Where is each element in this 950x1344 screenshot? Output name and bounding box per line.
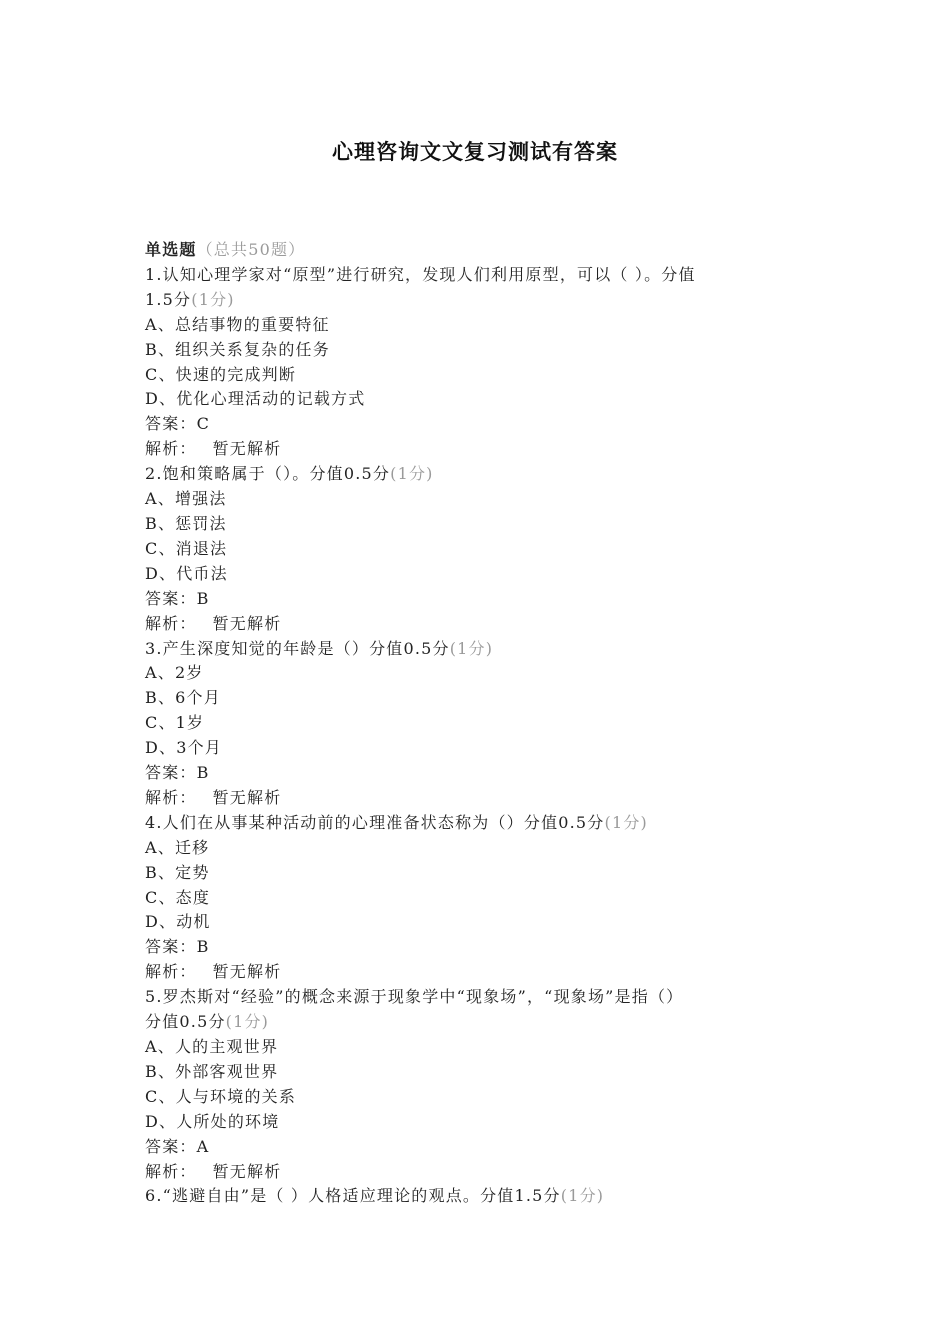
answer-value: B: [196, 588, 210, 608]
question-points: (1分): [560, 1186, 605, 1206]
answer-option: A、总结事物的重要特征: [145, 314, 330, 334]
question-list: [145, 238, 795, 1209]
answer-option: C、消退法: [145, 538, 228, 558]
page-title: 心理咨询文文复习测试有答案: [332, 139, 618, 164]
answer-option: A、人的主观世界: [145, 1037, 279, 1056]
question-item: [145, 985, 795, 1184]
answer-line: [145, 412, 795, 437]
analysis-label: 解析：: [145, 1161, 197, 1181]
analysis-line: [145, 786, 795, 811]
question-stem: [145, 288, 795, 313]
answer-value: A: [196, 1136, 210, 1156]
answer-label: 答案：: [145, 937, 197, 957]
answer-option: B、定势: [145, 862, 210, 882]
question-text: 3.产生深度知觉的年龄是（）分值0.5分: [145, 638, 450, 658]
answer-option: B、6个月: [145, 688, 221, 708]
question-points: (1分): [225, 1012, 270, 1032]
analysis-value: 暂无解析: [212, 787, 282, 807]
analysis-line: [145, 960, 795, 985]
answer-option: D、动机: [145, 912, 211, 932]
question-text: 4.人们在从事某种活动前的心理准备状态称为（）分值0.5分: [145, 812, 605, 832]
analysis-label: 解析：: [145, 787, 197, 807]
question-text: 1.5分: [145, 289, 192, 309]
analysis-label: 解析：: [145, 962, 197, 982]
analysis-label: 解析：: [145, 439, 197, 459]
answer-line: [145, 761, 795, 786]
analysis-line: [145, 437, 795, 462]
answer-option: A、2岁: [145, 663, 204, 683]
answer-value: B: [196, 937, 210, 957]
answer-value: C: [196, 414, 211, 434]
answer-option: A、增强法: [145, 489, 227, 509]
answer-label: 答案：: [145, 414, 197, 434]
answer-value: B: [196, 763, 210, 783]
answer-option: D、代币法: [145, 563, 228, 583]
question-stem: [145, 462, 795, 487]
analysis-line: [145, 612, 795, 637]
answer-option: B、外部客观世界: [145, 1061, 279, 1081]
answer-option: D、3个月: [145, 738, 223, 758]
analysis-value: 暂无解析: [212, 439, 282, 459]
question-points: (1分): [604, 812, 648, 832]
answer-option: B、惩罚法: [145, 513, 227, 533]
question-stem: [145, 637, 795, 662]
question-points: (1分): [390, 464, 434, 484]
analysis-line: [145, 1160, 795, 1185]
answer-label: 答案：: [145, 1136, 197, 1156]
analysis-value: 暂无解析: [212, 1161, 282, 1181]
answer-option: A、迁移: [145, 837, 210, 857]
answer-option: B、组织关系复杂的任务: [145, 339, 330, 359]
analysis-label: 解析：: [145, 613, 197, 633]
analysis-value: 暂无解析: [212, 613, 282, 633]
answer-label: 答案：: [145, 588, 197, 608]
question-stem: [145, 811, 795, 836]
answer-option: C、1岁: [145, 713, 205, 733]
question-stem: [145, 985, 795, 1010]
question-stem: [145, 1010, 795, 1035]
answer-line: [145, 935, 795, 960]
answer-option: C、态度: [145, 887, 211, 907]
question-text: 2.饱和策略属于（）。分值0.5分: [145, 464, 391, 484]
question-item: [145, 462, 795, 636]
answer-line: [145, 587, 795, 612]
answer-line: [145, 1135, 795, 1160]
question-text: 分值0.5分: [145, 1012, 226, 1032]
questions: [145, 263, 795, 1209]
question-item: [145, 1184, 795, 1209]
section-heading: [145, 238, 795, 263]
question-text: 5.罗杰斯对“经验”的概念来源于现象学中“现象场”，“现象场”是指（）: [145, 987, 684, 1007]
answer-option: D、优化心理活动的记载方式: [145, 389, 366, 409]
answer-option: C、快速的完成判断: [145, 364, 297, 384]
analysis-value: 暂无解析: [212, 962, 282, 982]
section-title: 单选题: [145, 240, 197, 259]
question-item: [145, 637, 795, 811]
answer-label: 答案：: [145, 763, 197, 783]
question-text: 1.认知心理学家对“原型”进行研究，发现人们利用原型，可以（ ）。分值: [145, 264, 696, 284]
question-stem: [145, 1184, 795, 1209]
answer-option: C、人与环境的关系: [145, 1086, 297, 1106]
question-item: [145, 811, 795, 985]
question-points: (1分): [191, 289, 235, 309]
question-points: (1分): [449, 638, 494, 658]
question-text: 6.“逃避自由”是（ ）人格适应理论的观点。分值1.5分: [145, 1186, 561, 1206]
answer-option: D、人所处的环境: [145, 1111, 280, 1131]
question-item: [145, 263, 795, 462]
question-stem: [145, 263, 795, 288]
section-count: （总共50题）: [196, 240, 306, 259]
